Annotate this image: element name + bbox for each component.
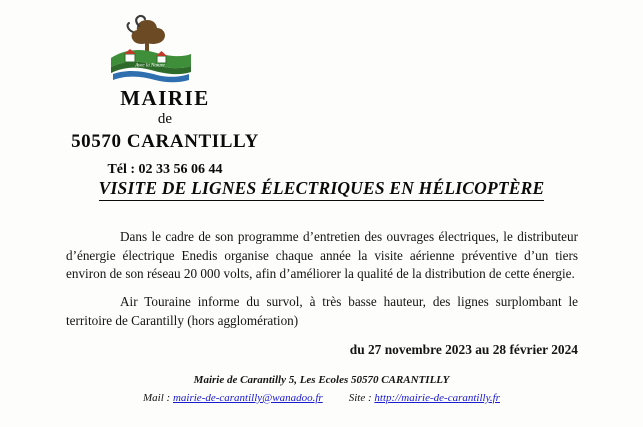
town-logo-icon <box>95 14 205 86</box>
visit-dates: du 27 novembre 2023 au 28 février 2024 <box>349 341 578 357</box>
footer-mail-link[interactable]: mairie-de-carantilly@wanadoo.fr <box>172 391 323 404</box>
footer-site-label: Site : <box>348 391 372 404</box>
mairie-de: de <box>157 111 173 128</box>
footer-mail <box>143 390 323 408</box>
footer-contacts <box>0 390 643 408</box>
footer-address: Mairie de Carantilly 5, Les Ecoles 50570 CARANTILLY <box>193 374 450 386</box>
mairie-title: MAIRIE <box>120 86 210 110</box>
footer <box>0 372 643 407</box>
commune-name: 50570 CARANTILLY <box>71 130 259 152</box>
paragraph-1: Dans le cadre de son programme d’entretien des ouvrages électriques, le distributeur d’énergie électrique Enedis organise chaque année la visite aérienne préventive d’un tiers environ de son réseau 20 000 volts, afin d’améliorer la qualité de la distribution de cette énergie. <box>66 229 578 282</box>
logo-motto-text: Avec la Nature <box>135 63 165 69</box>
phone-number: Tél : 02 33 56 06 44 <box>107 162 223 178</box>
footer-site <box>349 390 500 408</box>
paragraph-2: Air Touraine informe du survol, à très basse hauteur, des lignes surplombant le territoire de Carantilly (hors agglomération) <box>66 294 578 328</box>
town-logo <box>95 14 205 86</box>
body-content <box>66 228 578 359</box>
page-title-text: VISITE DE LIGNES ÉLECTRIQUES EN HÉLICOPTÈRE <box>99 178 545 201</box>
page-title <box>0 178 643 199</box>
footer-mail-label: Mail : <box>143 391 171 404</box>
footer-site-link[interactable]: http://mairie-de-carantilly.fr <box>374 391 500 404</box>
letterhead <box>0 86 330 178</box>
